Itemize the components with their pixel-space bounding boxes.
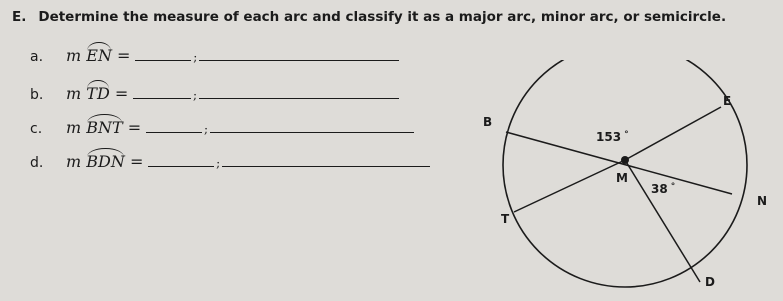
- problem-label: b.: [30, 87, 44, 103]
- arc-name: EN: [86, 46, 112, 65]
- measure-prefix: m: [66, 84, 82, 103]
- circle-diagram: [470, 60, 770, 300]
- radius-mt: [514, 160, 625, 212]
- classification-answer-blank[interactable]: [199, 48, 399, 61]
- classification-answer-blank[interactable]: [222, 154, 430, 167]
- measure-answer-blank[interactable]: [133, 86, 191, 99]
- arc-expression: [66, 118, 141, 137]
- arc-name: BDN: [86, 152, 125, 171]
- arc-expression: [66, 84, 128, 103]
- section-instruction: Determine the measure of each arc and classify it as a major arc, minor arc, or semicircle.: [38, 9, 727, 25]
- center-point: [621, 156, 629, 164]
- section-heading: [12, 9, 726, 25]
- point-label-d: D: [705, 275, 715, 289]
- section-letter: E.: [12, 9, 27, 25]
- separator: ;: [193, 88, 198, 102]
- separator: ;: [193, 50, 198, 64]
- measure-prefix: m: [66, 118, 82, 137]
- measure-prefix: m: [66, 152, 82, 171]
- angle-label-38: 38 °: [651, 182, 676, 196]
- arc-expression: [66, 152, 143, 171]
- problem-d: [30, 152, 430, 171]
- point-label-n: N: [757, 194, 768, 208]
- measure-prefix: m: [66, 46, 82, 65]
- problem-c: [30, 118, 414, 137]
- problem-b: [30, 84, 399, 103]
- problem-label: d.: [30, 155, 44, 171]
- equals-sign: =: [114, 84, 129, 103]
- point-label-t: T: [501, 212, 510, 226]
- problem-a: [30, 46, 399, 65]
- point-label-e: E: [723, 94, 732, 108]
- angle-label-153: 153 °: [596, 130, 629, 144]
- point-label-m: M: [616, 171, 628, 185]
- problem-label: c.: [30, 121, 43, 137]
- classification-answer-blank[interactable]: [210, 120, 414, 133]
- separator: ;: [203, 122, 208, 136]
- classification-answer-blank[interactable]: [199, 86, 399, 99]
- equals-sign: =: [127, 118, 142, 137]
- arc-name: BNT: [86, 118, 123, 137]
- radius-me: [625, 107, 721, 160]
- radius-md: [625, 160, 700, 282]
- equals-sign: =: [129, 152, 144, 171]
- measure-answer-blank[interactable]: [148, 154, 214, 167]
- problem-label: a.: [30, 49, 44, 65]
- arc-name: TD: [86, 84, 110, 103]
- point-label-b: B: [483, 115, 493, 129]
- separator: ;: [216, 156, 221, 170]
- measure-answer-blank[interactable]: [135, 48, 191, 61]
- arc-expression: [66, 46, 130, 65]
- equals-sign: =: [117, 46, 131, 65]
- measure-answer-blank[interactable]: [146, 120, 202, 133]
